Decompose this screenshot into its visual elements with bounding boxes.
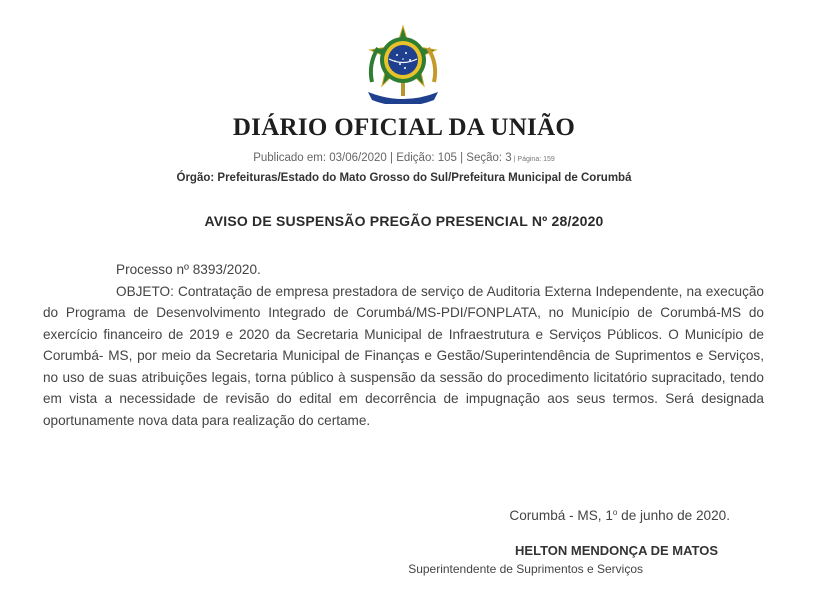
coat-of-arms-icon — [364, 24, 442, 104]
signer-name: HELTON MENDONÇA DE MATOS — [515, 543, 718, 558]
orgao-line — [0, 172, 808, 184]
date-suffix: de junho de 2020. — [617, 508, 730, 523]
objeto-paragraph: OBJETO: Contratação de empresa prestadora de serviço de Auditoria Externa Independente, na execução do Programa de Desenvolvimento Integrado de Corumbá/MS-PDI/FONPLATA, no Município de Corumbá-MS do exercício financeiro de 2019 e 2020 da Secretaria Municipal de Infraestrutura e Serviços Públicos. O Município de Corumbá- MS, por meio da Secretaria Municipal de Finanças e Gestão/Superintendência de Suprimentos e Serviços, no uso de suas atribuições legais, torna público à suspensão da sessão do procedimento licitatório supracitado, tendo em vista a necessidade de revisão do edital em decorrência de impugnação aos seus termos. Será designada oportunamente nova data para realização do certame. — [43, 283, 764, 428]
signer-role: Superintendente de Suprimentos e Serviços — [408, 562, 643, 576]
page-title: DIÁRIO OFICIAL DA UNIÃO — [232, 114, 576, 141]
document-heading: AVISO DE SUSPENSÃO PREGÃO PRESENCIAL Nº 28/2020 — [204, 213, 604, 229]
date-line — [300, 508, 730, 523]
publication-info — [0, 152, 808, 164]
date-ordinal: o — [612, 508, 618, 517]
page-number: Página: 159 — [517, 156, 555, 163]
date-prefix: Corumbá - MS, 1 — [509, 508, 613, 523]
document-body — [43, 259, 764, 431]
published-info: Publicado em: 03/06/2020 | Edição: 105 | Seção: 3 — [253, 152, 512, 164]
processo-paragraph: Processo nº 8393/2020. — [116, 262, 261, 277]
page-separator: | — [511, 156, 518, 163]
orgao-label: Órgão: — [176, 172, 218, 184]
orgao-value: Prefeituras/Estado do Mato Grosso do Sul/Prefeitura Municipal de Corumbá — [217, 172, 632, 184]
